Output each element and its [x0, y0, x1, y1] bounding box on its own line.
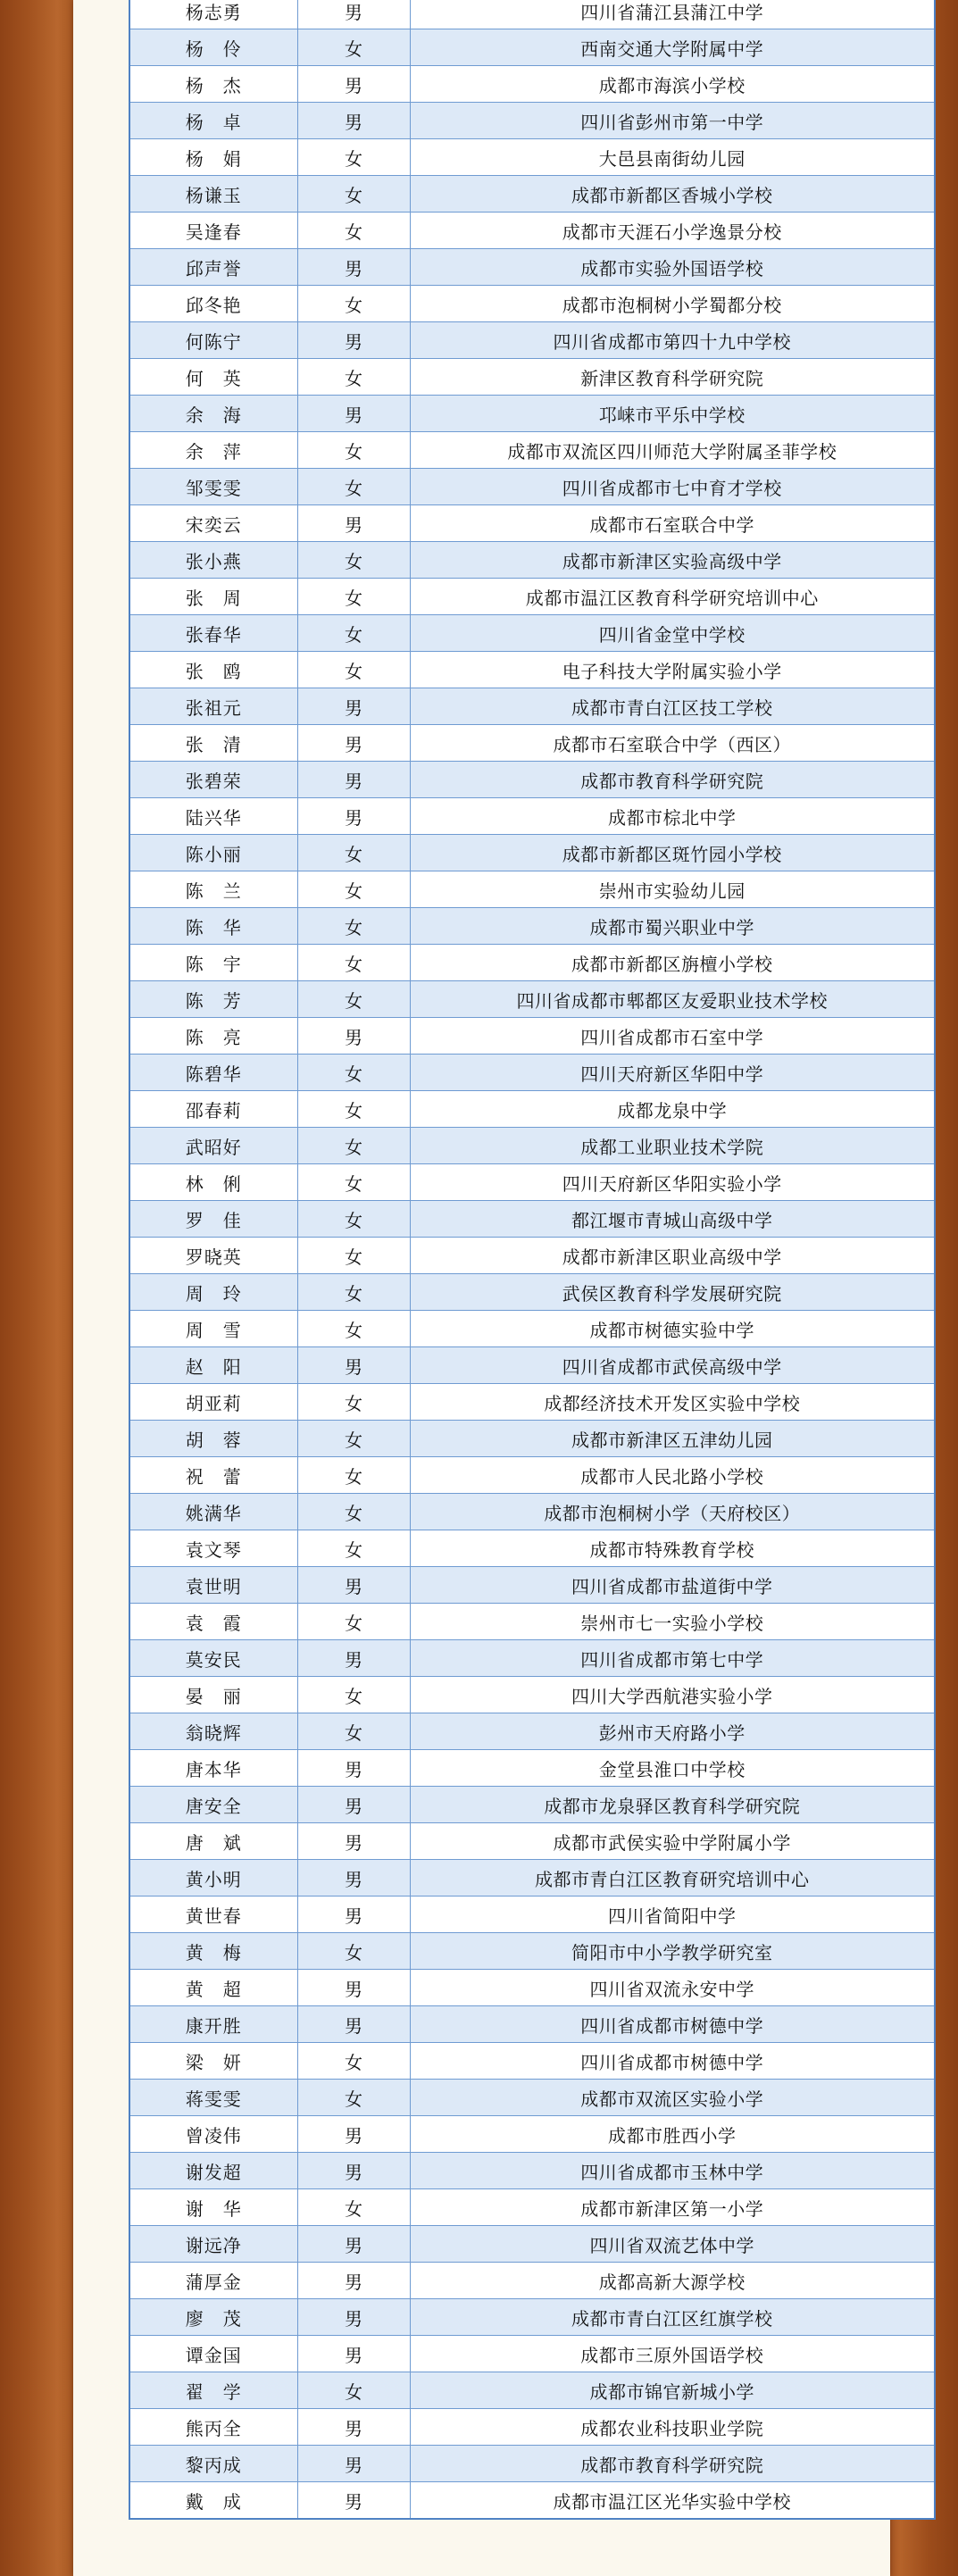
table-row — [129, 652, 935, 688]
table-row — [129, 2446, 935, 2482]
school-cell: 成都市泡桐树小学蜀都分校 — [410, 286, 935, 322]
gender-cell: 男 — [297, 249, 410, 286]
gender-cell: 男 — [297, 1567, 410, 1604]
name-cell: 陈 芳 — [129, 981, 297, 1018]
name-cell: 谢 华 — [129, 2189, 297, 2226]
table-row — [129, 2116, 935, 2153]
school-cell: 成都市新津区第一小学 — [410, 2189, 935, 2226]
name-cell: 黄 梅 — [129, 1933, 297, 1970]
table-row — [129, 1457, 935, 1494]
table-row — [129, 286, 935, 322]
gender-cell: 女 — [297, 29, 410, 66]
gender-cell: 男 — [297, 798, 410, 835]
school-cell: 四川大学西航港实验小学 — [410, 1677, 935, 1713]
table-row — [129, 359, 935, 396]
table-row — [129, 1128, 935, 1164]
school-cell: 成都市胜西小学 — [410, 2116, 935, 2153]
gender-cell: 女 — [297, 615, 410, 652]
table-row — [129, 139, 935, 176]
table-row — [129, 103, 935, 139]
gender-cell: 女 — [297, 1677, 410, 1713]
school-cell: 成都市石室联合中学 — [410, 505, 935, 542]
gender-cell: 男 — [297, 2336, 410, 2372]
table-row — [129, 432, 935, 469]
school-cell: 成都市蜀兴职业中学 — [410, 908, 935, 945]
gender-cell: 男 — [297, 103, 410, 139]
gender-cell: 女 — [297, 1457, 410, 1494]
name-cell: 陈 华 — [129, 908, 297, 945]
gender-cell: 女 — [297, 176, 410, 213]
name-cell: 周 雪 — [129, 1311, 297, 1347]
gender-cell: 男 — [297, 762, 410, 798]
gender-cell: 女 — [297, 945, 410, 981]
name-cell: 邹雯雯 — [129, 469, 297, 505]
school-cell: 大邑县南街幼儿园 — [410, 139, 935, 176]
gender-cell: 男 — [297, 1640, 410, 1677]
name-cell: 余 海 — [129, 396, 297, 432]
name-cell: 张祖元 — [129, 688, 297, 725]
name-cell: 邱冬艳 — [129, 286, 297, 322]
name-cell: 杨谦玉 — [129, 176, 297, 213]
gender-cell: 女 — [297, 1933, 410, 1970]
gender-cell: 女 — [297, 1530, 410, 1567]
school-cell: 崇州市实验幼儿园 — [410, 871, 935, 908]
table-row — [129, 2299, 935, 2336]
table-row — [129, 2189, 935, 2226]
table-row — [129, 1201, 935, 1238]
name-cell: 熊丙全 — [129, 2409, 297, 2446]
name-cell: 翁晓辉 — [129, 1713, 297, 1750]
school-cell: 成都市实验外国语学校 — [410, 249, 935, 286]
name-cell: 胡亚莉 — [129, 1384, 297, 1421]
school-cell: 成都市石室联合中学（西区） — [410, 725, 935, 762]
table-row — [129, 2226, 935, 2263]
name-cell: 武昭好 — [129, 1128, 297, 1164]
gender-cell: 男 — [297, 322, 410, 359]
gender-cell: 女 — [297, 835, 410, 871]
gender-cell: 男 — [297, 1787, 410, 1823]
gender-cell: 男 — [297, 2153, 410, 2189]
gender-cell: 女 — [297, 1494, 410, 1530]
table-row — [129, 1274, 935, 1311]
name-cell: 吴逢春 — [129, 213, 297, 249]
name-cell: 陈 宇 — [129, 945, 297, 981]
school-cell: 四川省成都市第七中学 — [410, 1640, 935, 1677]
gender-cell: 女 — [297, 139, 410, 176]
name-cell: 陈碧华 — [129, 1055, 297, 1091]
gender-cell: 男 — [297, 2299, 410, 2336]
school-cell: 都江堰市青城山高级中学 — [410, 1201, 935, 1238]
school-cell: 四川省成都市第四十九中学校 — [410, 322, 935, 359]
name-cell: 胡 蓉 — [129, 1421, 297, 1457]
name-cell: 唐 斌 — [129, 1823, 297, 1860]
school-cell: 成都市锦官新城小学 — [410, 2372, 935, 2409]
school-cell: 四川省成都市树德中学 — [410, 2043, 935, 2080]
table-row — [129, 2409, 935, 2446]
name-cell: 唐本华 — [129, 1750, 297, 1787]
name-cell: 蒋雯雯 — [129, 2080, 297, 2116]
school-cell: 四川省成都市郫都区友爱职业技术学校 — [410, 981, 935, 1018]
table-row — [129, 2080, 935, 2116]
table-row — [129, 469, 935, 505]
gender-cell: 女 — [297, 1164, 410, 1201]
school-cell: 四川省成都市玉林中学 — [410, 2153, 935, 2189]
name-cell: 黎丙成 — [129, 2446, 297, 2482]
table-row — [129, 1604, 935, 1640]
gender-cell: 男 — [297, 2116, 410, 2153]
table-row — [129, 579, 935, 615]
school-cell: 成都市天涯石小学逸景分校 — [410, 213, 935, 249]
name-cell: 罗 佳 — [129, 1201, 297, 1238]
gender-cell: 女 — [297, 1384, 410, 1421]
school-cell: 成都市双流区四川师范大学附属圣菲学校 — [410, 432, 935, 469]
table-row — [129, 322, 935, 359]
school-cell: 四川省成都市石室中学 — [410, 1018, 935, 1055]
table-row — [129, 835, 935, 871]
gender-cell: 女 — [297, 359, 410, 396]
table-row — [129, 981, 935, 1018]
school-cell: 成都市人民北路小学校 — [410, 1457, 935, 1494]
table-row — [129, 1055, 935, 1091]
table-row — [129, 1897, 935, 1933]
name-cell: 杨 杰 — [129, 66, 297, 103]
gender-cell: 男 — [297, 1897, 410, 1933]
gender-cell: 女 — [297, 2189, 410, 2226]
name-cell: 杨 娟 — [129, 139, 297, 176]
table-row — [129, 945, 935, 981]
gender-cell: 女 — [297, 2080, 410, 2116]
table-row — [129, 1787, 935, 1823]
school-cell: 四川省成都市武侯高级中学 — [410, 1347, 935, 1384]
gender-cell: 男 — [297, 688, 410, 725]
school-cell: 成都市泡桐树小学（天府校区） — [410, 1494, 935, 1530]
table-row — [129, 1823, 935, 1860]
name-cell: 康开胜 — [129, 2006, 297, 2043]
table-row — [129, 1018, 935, 1055]
gender-cell: 女 — [297, 1128, 410, 1164]
table-row — [129, 176, 935, 213]
gender-cell: 女 — [297, 1311, 410, 1347]
gender-cell: 女 — [297, 286, 410, 322]
gender-cell: 女 — [297, 213, 410, 249]
gender-cell: 女 — [297, 1091, 410, 1128]
school-cell: 四川省双流艺体中学 — [410, 2226, 935, 2263]
gender-cell: 男 — [297, 1860, 410, 1897]
table-row — [129, 2336, 935, 2372]
gender-cell: 女 — [297, 1055, 410, 1091]
name-cell: 张 周 — [129, 579, 297, 615]
school-cell: 成都市温江区光华实验中学校 — [410, 2482, 935, 2520]
name-cell: 陈 亮 — [129, 1018, 297, 1055]
table-row — [129, 1091, 935, 1128]
table-row — [129, 396, 935, 432]
document-page — [73, 0, 890, 2576]
table-row — [129, 725, 935, 762]
school-cell: 四川省彭州市第一中学 — [410, 103, 935, 139]
gender-cell: 男 — [297, 2006, 410, 2043]
name-cell: 余 萍 — [129, 432, 297, 469]
school-cell: 简阳市中小学教学研究室 — [410, 1933, 935, 1970]
gender-cell: 男 — [297, 0, 410, 29]
table-row — [129, 2006, 935, 2043]
name-cell: 邵春莉 — [129, 1091, 297, 1128]
teacher-roster-table — [129, 0, 936, 2520]
gender-cell: 男 — [297, 396, 410, 432]
name-cell: 谭金国 — [129, 2336, 297, 2372]
school-cell: 四川省双流永安中学 — [410, 1970, 935, 2006]
table-row — [129, 1750, 935, 1787]
gender-cell: 女 — [297, 1713, 410, 1750]
gender-cell: 女 — [297, 1238, 410, 1274]
gender-cell: 男 — [297, 2482, 410, 2520]
name-cell: 谢发超 — [129, 2153, 297, 2189]
table-row — [129, 1530, 935, 1567]
school-cell: 成都市树德实验中学 — [410, 1311, 935, 1347]
school-cell: 成都市新都区香城小学校 — [410, 176, 935, 213]
table-row — [129, 1713, 935, 1750]
roster-body — [129, 0, 935, 2519]
school-cell: 成都市新津区实验高级中学 — [410, 542, 935, 579]
name-cell: 何 英 — [129, 359, 297, 396]
school-cell: 成都农业科技职业学院 — [410, 2409, 935, 2446]
gender-cell: 女 — [297, 871, 410, 908]
table-row — [129, 2482, 935, 2520]
gender-cell: 女 — [297, 1274, 410, 1311]
table-row — [129, 871, 935, 908]
name-cell: 晏 丽 — [129, 1677, 297, 1713]
gender-cell: 男 — [297, 1750, 410, 1787]
table-row — [129, 1164, 935, 1201]
school-cell: 成都市三原外国语学校 — [410, 2336, 935, 2372]
school-cell: 成都市新津区五津幼儿园 — [410, 1421, 935, 1457]
gender-cell: 男 — [297, 725, 410, 762]
table-row — [129, 1238, 935, 1274]
school-cell: 成都市武侯实验中学附属小学 — [410, 1823, 935, 1860]
school-cell: 四川天府新区华阳中学 — [410, 1055, 935, 1091]
school-cell: 四川天府新区华阳实验小学 — [410, 1164, 935, 1201]
table-row — [129, 213, 935, 249]
school-cell: 成都高新大源学校 — [410, 2263, 935, 2299]
gender-cell: 男 — [297, 2409, 410, 2446]
gender-cell: 女 — [297, 1604, 410, 1640]
name-cell: 梁 妍 — [129, 2043, 297, 2080]
gender-cell: 女 — [297, 469, 410, 505]
name-cell: 杨 伶 — [129, 29, 297, 66]
school-cell: 武侯区教育科学发展研究院 — [410, 1274, 935, 1311]
name-cell: 莫安民 — [129, 1640, 297, 1677]
table-row — [129, 1933, 935, 1970]
name-cell: 黄小明 — [129, 1860, 297, 1897]
name-cell: 翟 学 — [129, 2372, 297, 2409]
gender-cell: 女 — [297, 1421, 410, 1457]
gender-cell: 女 — [297, 981, 410, 1018]
name-cell: 陈 兰 — [129, 871, 297, 908]
gender-cell: 女 — [297, 2372, 410, 2409]
school-cell: 崇州市七一实验小学校 — [410, 1604, 935, 1640]
name-cell: 袁世明 — [129, 1567, 297, 1604]
gender-cell: 男 — [297, 2263, 410, 2299]
table-row — [129, 762, 935, 798]
table-row — [129, 1970, 935, 2006]
table-row — [129, 1640, 935, 1677]
school-cell: 金堂县淮口中学校 — [410, 1750, 935, 1787]
school-cell: 成都市龙泉驿区教育科学研究院 — [410, 1787, 935, 1823]
name-cell: 何陈宁 — [129, 322, 297, 359]
school-cell: 四川省蒲江县蒲江中学 — [410, 0, 935, 29]
name-cell: 杨志勇 — [129, 0, 297, 29]
gender-cell: 女 — [297, 908, 410, 945]
name-cell: 黄 超 — [129, 1970, 297, 2006]
school-cell: 成都市青白江区红旗学校 — [410, 2299, 935, 2336]
school-cell: 成都市新津区职业高级中学 — [410, 1238, 935, 1274]
name-cell: 宋奕云 — [129, 505, 297, 542]
school-cell: 四川省成都市七中育才学校 — [410, 469, 935, 505]
table-row — [129, 1311, 935, 1347]
gender-cell: 男 — [297, 2226, 410, 2263]
name-cell: 祝 蕾 — [129, 1457, 297, 1494]
name-cell: 黄世春 — [129, 1897, 297, 1933]
name-cell: 周 玲 — [129, 1274, 297, 1311]
table-row — [129, 249, 935, 286]
name-cell: 戴 成 — [129, 2482, 297, 2520]
school-cell: 四川省金堂中学校 — [410, 615, 935, 652]
gender-cell: 男 — [297, 66, 410, 103]
table-row — [129, 66, 935, 103]
table-row — [129, 1677, 935, 1713]
table-row — [129, 1567, 935, 1604]
gender-cell: 女 — [297, 542, 410, 579]
school-cell: 成都龙泉中学 — [410, 1091, 935, 1128]
gender-cell: 女 — [297, 432, 410, 469]
gender-cell: 男 — [297, 2446, 410, 2482]
gender-cell: 女 — [297, 2043, 410, 2080]
name-cell: 张 清 — [129, 725, 297, 762]
school-cell: 四川省简阳中学 — [410, 1897, 935, 1933]
gender-cell: 女 — [297, 652, 410, 688]
school-cell: 四川省成都市盐道街中学 — [410, 1567, 935, 1604]
page-bottom-margin — [73, 2556, 890, 2576]
table-row — [129, 1384, 935, 1421]
table-row — [129, 0, 935, 29]
table-row — [129, 798, 935, 835]
school-cell: 成都经济技术开发区实验中学校 — [410, 1384, 935, 1421]
name-cell: 唐安全 — [129, 1787, 297, 1823]
name-cell: 杨 卓 — [129, 103, 297, 139]
table-row — [129, 1347, 935, 1384]
school-cell: 成都市海滨小学校 — [410, 66, 935, 103]
table-row — [129, 2263, 935, 2299]
table-row — [129, 688, 935, 725]
name-cell: 张小燕 — [129, 542, 297, 579]
school-cell: 西南交通大学附属中学 — [410, 29, 935, 66]
school-cell: 电子科技大学附属实验小学 — [410, 652, 935, 688]
name-cell: 袁 霞 — [129, 1604, 297, 1640]
name-cell: 张碧荣 — [129, 762, 297, 798]
school-cell: 成都市特殊教育学校 — [410, 1530, 935, 1567]
school-cell: 成都市新都区旃檀小学校 — [410, 945, 935, 981]
name-cell: 曾凌伟 — [129, 2116, 297, 2153]
table-row — [129, 542, 935, 579]
school-cell: 成都市青白江区技工学校 — [410, 688, 935, 725]
name-cell: 陆兴华 — [129, 798, 297, 835]
table-row — [129, 2043, 935, 2080]
table-row — [129, 2372, 935, 2409]
gender-cell: 女 — [297, 1201, 410, 1238]
name-cell: 林 俐 — [129, 1164, 297, 1201]
table-row — [129, 2153, 935, 2189]
school-cell: 彭州市天府路小学 — [410, 1713, 935, 1750]
table-row — [129, 29, 935, 66]
school-cell: 成都工业职业技术学院 — [410, 1128, 935, 1164]
school-cell: 四川省成都市树德中学 — [410, 2006, 935, 2043]
school-cell: 成都市教育科学研究院 — [410, 762, 935, 798]
school-cell: 成都市新都区斑竹园小学校 — [410, 835, 935, 871]
school-cell: 成都市双流区实验小学 — [410, 2080, 935, 2116]
table-row — [129, 1421, 935, 1457]
name-cell: 蒲厚金 — [129, 2263, 297, 2299]
school-cell: 成都市教育科学研究院 — [410, 2446, 935, 2482]
name-cell: 袁文琴 — [129, 1530, 297, 1567]
table-row — [129, 615, 935, 652]
table-row — [129, 505, 935, 542]
gender-cell: 男 — [297, 1347, 410, 1384]
name-cell: 谢远净 — [129, 2226, 297, 2263]
gender-cell: 男 — [297, 505, 410, 542]
school-cell: 成都市棕北中学 — [410, 798, 935, 835]
name-cell: 廖 茂 — [129, 2299, 297, 2336]
school-cell: 成都市温江区教育科学研究培训中心 — [410, 579, 935, 615]
gender-cell: 男 — [297, 1823, 410, 1860]
table-row — [129, 1860, 935, 1897]
gender-cell: 女 — [297, 579, 410, 615]
school-cell: 新津区教育科学研究院 — [410, 359, 935, 396]
name-cell: 陈小丽 — [129, 835, 297, 871]
school-cell: 邛崃市平乐中学校 — [410, 396, 935, 432]
name-cell: 张春华 — [129, 615, 297, 652]
name-cell: 张 鸥 — [129, 652, 297, 688]
gender-cell: 男 — [297, 1970, 410, 2006]
school-cell: 成都市青白江区教育研究培训中心 — [410, 1860, 935, 1897]
name-cell: 赵 阳 — [129, 1347, 297, 1384]
table-row — [129, 908, 935, 945]
name-cell: 邱声誉 — [129, 249, 297, 286]
name-cell: 姚满华 — [129, 1494, 297, 1530]
name-cell: 罗晓英 — [129, 1238, 297, 1274]
table-row — [129, 1494, 935, 1530]
gender-cell: 男 — [297, 1018, 410, 1055]
